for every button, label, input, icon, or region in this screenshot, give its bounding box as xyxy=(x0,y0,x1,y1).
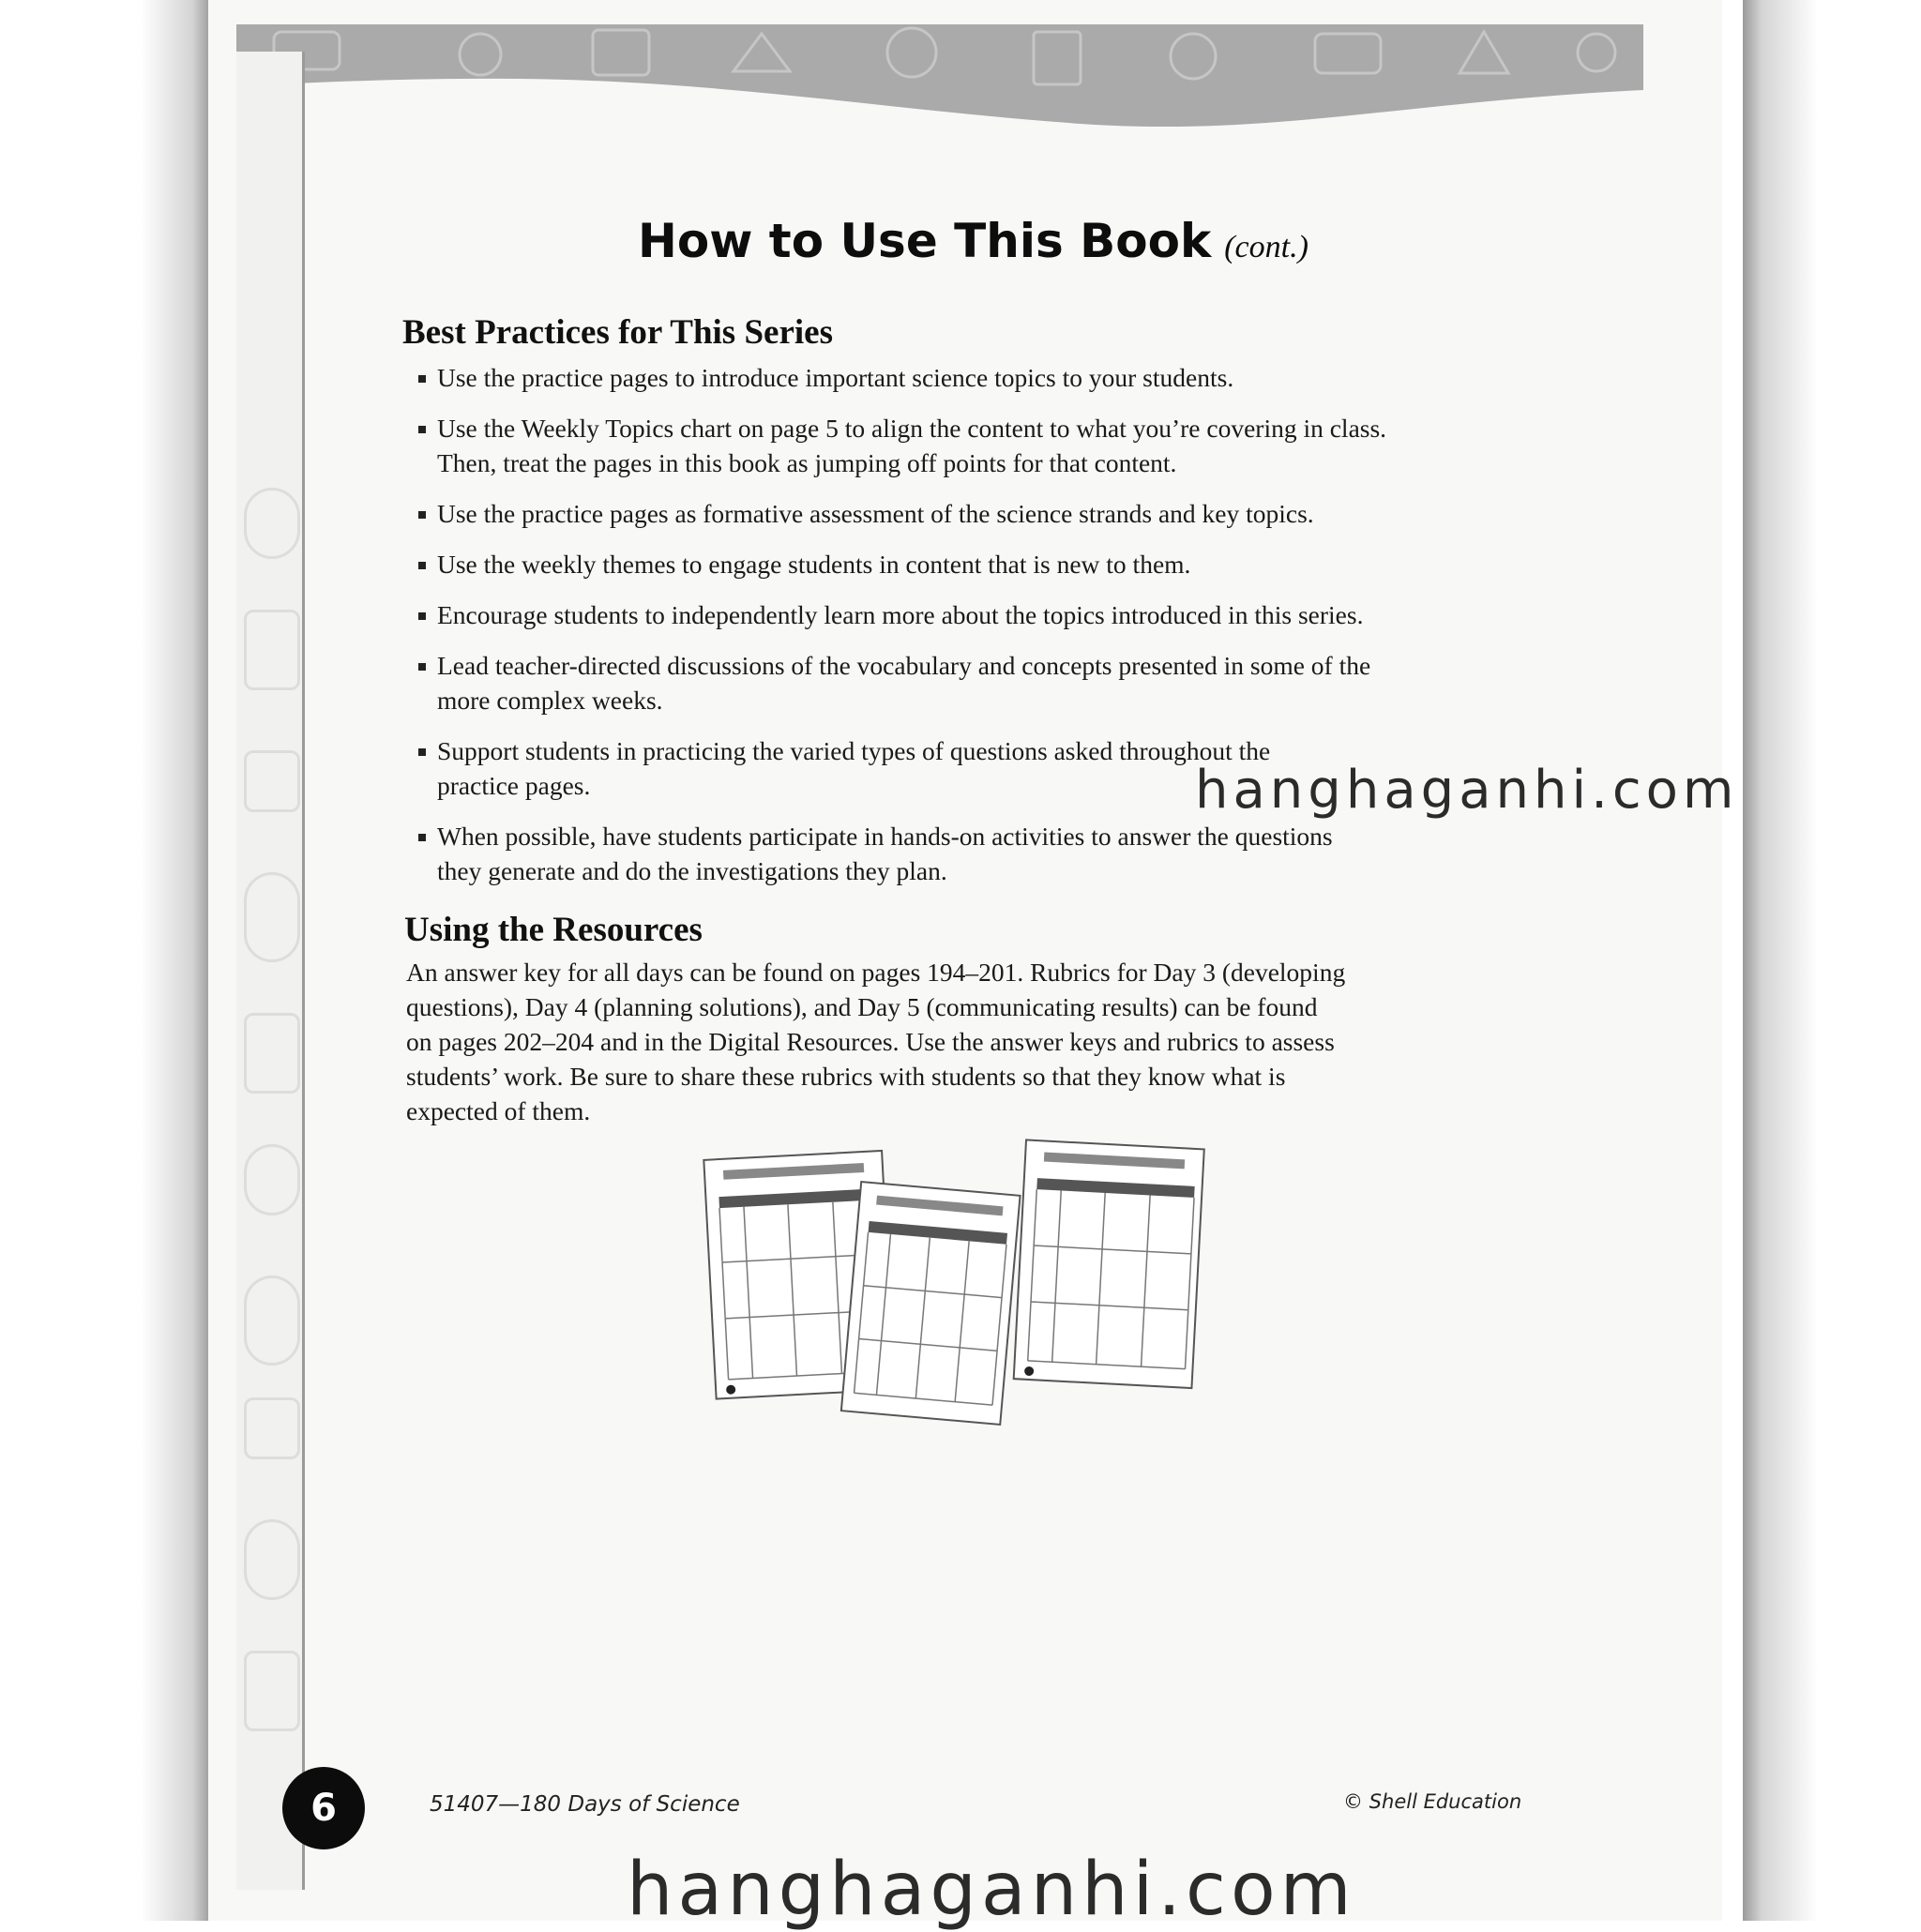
list-item-line: Then, treat the pages in this book as jumping off points for that content. xyxy=(437,448,1177,477)
page-title-suffix: (cont.) xyxy=(1224,230,1308,264)
flask-doodle-icon xyxy=(244,1519,300,1600)
clipboard-doodle-icon xyxy=(244,610,300,690)
resources-paragraph xyxy=(406,955,1485,1128)
list-item-line: Use the practice pages to introduce important science topics to your students. xyxy=(437,363,1234,392)
rubric-pages-illustration xyxy=(701,1137,1207,1427)
list-item-line: practice pages. xyxy=(437,771,591,800)
list-item xyxy=(415,411,1728,480)
best-practices-list xyxy=(415,360,1728,904)
list-item-line: When possible, have students participate in hands-on activities to answer the questions xyxy=(437,822,1333,851)
watermark-bottom: hanghaganhi.com xyxy=(627,1848,1356,1932)
list-item xyxy=(415,547,1728,581)
footer-book-code: 51407—180 Days of Science xyxy=(430,1792,740,1817)
equation-doodle-icon xyxy=(244,1397,300,1459)
list-item-line: they generate and do the investigations they plan. xyxy=(437,856,947,885)
list-item xyxy=(415,819,1728,888)
decorative-banner xyxy=(236,24,1643,129)
right-page-shadow xyxy=(1743,0,1921,1921)
resources-heading: Using the Resources xyxy=(404,911,703,949)
list-item xyxy=(415,597,1728,632)
best-practices-heading: Best Practices for This Series xyxy=(402,313,833,352)
watermark-mid: hanghaganhi.com xyxy=(1195,760,1739,821)
paragraph-line: students’ work. Be sure to share these rubrics with students so that they know what is xyxy=(406,1062,1286,1091)
list-item-line: Use the practice pages as formative assessment of the science strands and key topics. xyxy=(437,499,1314,528)
page-title-text: How to Use This Book xyxy=(638,214,1212,268)
list-item-line: Encourage students to independently learn more about the topics introduced in this series. xyxy=(437,600,1364,629)
list-item-line: Use the weekly themes to engage students in content that is new to them. xyxy=(437,550,1191,579)
page-title xyxy=(638,214,1308,268)
left-page-shadow xyxy=(0,0,211,1921)
list-item-line: Lead teacher-directed discussions of the vocabulary and concepts presented in some of the xyxy=(437,651,1371,680)
paragraph-line: expected of them. xyxy=(406,1096,591,1125)
page-number-badge: 6 xyxy=(282,1767,365,1849)
decorative-side-strip xyxy=(236,52,305,1890)
beaker-doodle-icon xyxy=(244,1144,300,1215)
list-item-line: Support students in practicing the varied types of questions asked throughout the xyxy=(437,736,1271,765)
clipboard-doodle-icon xyxy=(244,1651,300,1731)
paragraph-line: An answer key for all days can be found on pages 194–201. Rubrics for Day 3 (developing xyxy=(406,958,1346,987)
list-item-line: Use the Weekly Topics chart on page 5 to align the content to what you’re covering in class. xyxy=(437,414,1387,443)
flask-doodle-icon xyxy=(244,872,300,962)
flask-doodle-icon xyxy=(244,1275,300,1366)
flask-doodle-icon xyxy=(244,488,300,559)
paragraph-line: questions), Day 4 (planning solutions), and Day 5 (communicating results) can be found xyxy=(406,992,1318,1021)
book-page xyxy=(208,0,1739,1921)
list-item xyxy=(415,496,1728,531)
footer-publisher: © Shell Education xyxy=(1343,1790,1522,1813)
clipboard-doodle-icon xyxy=(244,1013,300,1094)
equation-doodle-icon xyxy=(244,750,300,812)
paragraph-line: on pages 202–204 and in the Digital Resources. Use the answer keys and rubrics to assess xyxy=(406,1027,1335,1056)
list-item xyxy=(415,360,1728,395)
list-item xyxy=(415,648,1728,717)
list-item-line: more complex weeks. xyxy=(437,686,663,715)
